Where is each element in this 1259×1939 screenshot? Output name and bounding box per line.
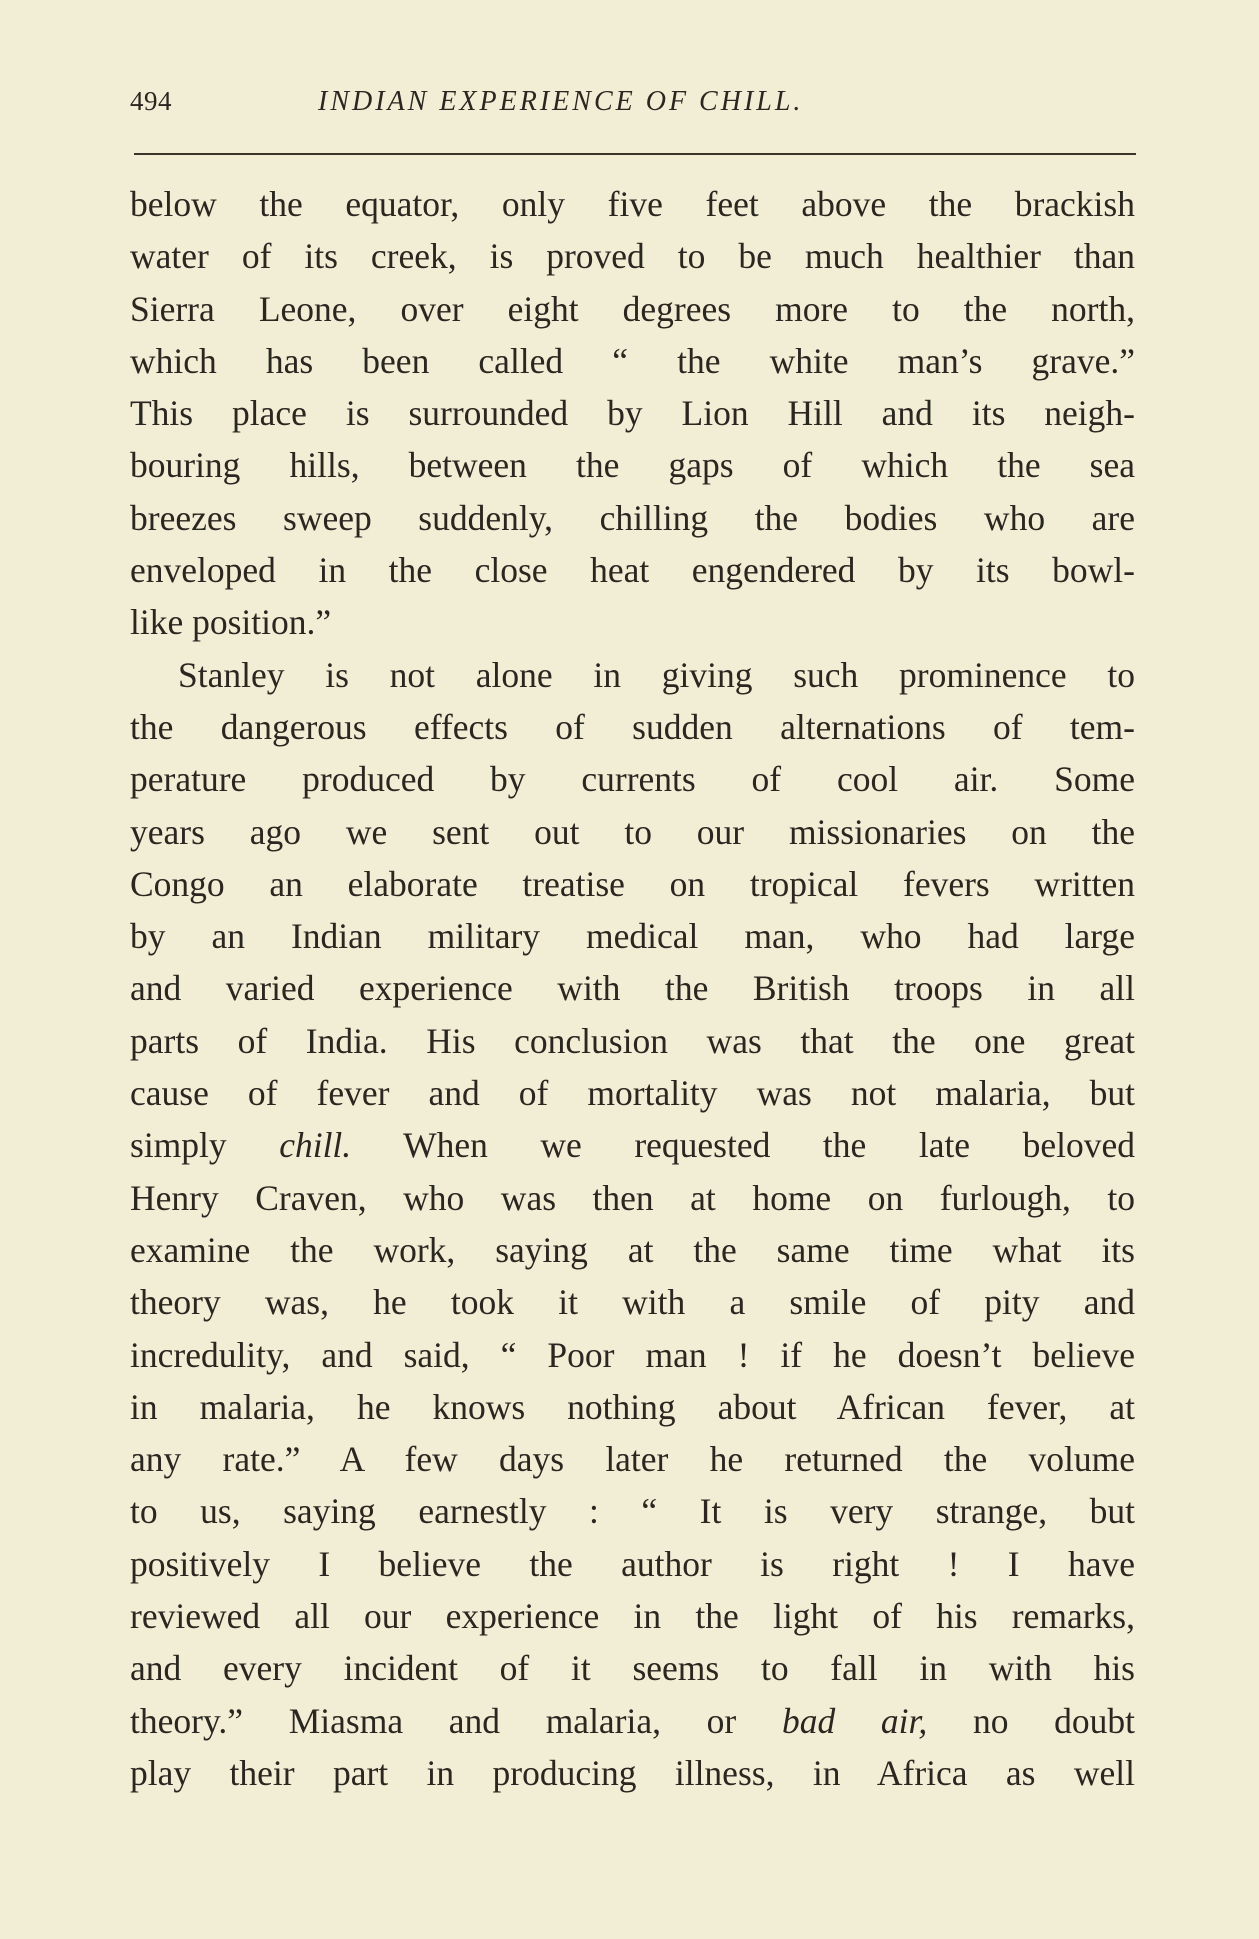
text-line: and every incident of it seems to fall in with his <box>130 1648 1135 1689</box>
text-line: This place is surrounded by Lion Hill and its neigh- <box>130 393 1135 434</box>
text-line: and varied experience with the British troops in all <box>130 968 1135 1009</box>
text-line: like position.” <box>130 602 332 643</box>
text-line: water of its creek, is proved to be much healthier than <box>130 236 1135 277</box>
text-line: Stanley is not alone in giving such prominence to <box>178 654 1135 695</box>
text-segment: no doubt <box>927 1700 1135 1741</box>
text-line: in malaria, he knows nothing about African fever, at <box>130 1386 1135 1427</box>
text-line: to us, saying earnestly : “ It is very strange, but <box>130 1491 1135 1532</box>
text-line: parts of India. His conclusion was that the one great <box>130 1020 1135 1061</box>
text-line: incredulity, and said, “ Poor man ! if he doesn’t believe <box>130 1334 1135 1375</box>
running-title: INDIAN EXPERIENCE OF CHILL. <box>318 86 804 117</box>
text-line: below the equator, only five feet above the brackish <box>130 184 1135 224</box>
text-line: Henry Craven, who was then at home on furlough, to <box>130 1177 1135 1218</box>
header-rule <box>134 153 1136 155</box>
text-segment: simply <box>130 1125 280 1166</box>
text-line: which has been called “ the white man’s grave.” <box>130 340 1135 381</box>
text-line: by an Indian military medical man, who had large <box>130 916 1135 957</box>
text-line: examine the work, saying at the same time what its <box>130 1229 1135 1270</box>
text-line: Sierra Leone, over eight degrees more to the north, <box>130 288 1135 329</box>
italic-phrase: bad air, <box>781 1700 928 1741</box>
text-line <box>130 1119 1135 1171</box>
italic-phrase: chill. <box>279 1125 352 1166</box>
text-line: enveloped in the close heat engendered by its bowl- <box>130 550 1135 591</box>
text-line: perature produced by currents of cool air. Some <box>130 759 1135 800</box>
text-line: breezes sweep suddenly, chilling the bodies who are <box>130 497 1135 538</box>
text-line: reviewed all our experience in the light of his remarks, <box>130 1596 1135 1637</box>
text-segment: When we requested the late beloved <box>351 1125 1135 1166</box>
body-text <box>130 178 1135 1799</box>
text-line: the dangerous effects of sudden alternations of tem- <box>130 706 1135 747</box>
text-line <box>130 1695 1135 1747</box>
page-number: 494 <box>130 86 172 116</box>
text-line: Congo an elaborate treatise on tropical fevers written <box>130 863 1135 904</box>
text-line: positively I believe the author is right ! I have <box>130 1543 1135 1584</box>
text-line: theory was, he took it with a smile of pity and <box>130 1282 1135 1323</box>
text-line: play their part in producing illness, in Africa as well <box>130 1752 1135 1793</box>
text-line: bouring hills, between the gaps of which the sea <box>130 445 1135 486</box>
text-line: any rate.” A few days later he returned the volume <box>130 1439 1135 1480</box>
text-line: cause of fever and of mortality was not malaria, but <box>130 1073 1135 1114</box>
text-segment: theory.” Miasma and malaria, or <box>130 1700 782 1741</box>
text-line: years ago we sent out to our missionaries on the <box>130 811 1135 852</box>
